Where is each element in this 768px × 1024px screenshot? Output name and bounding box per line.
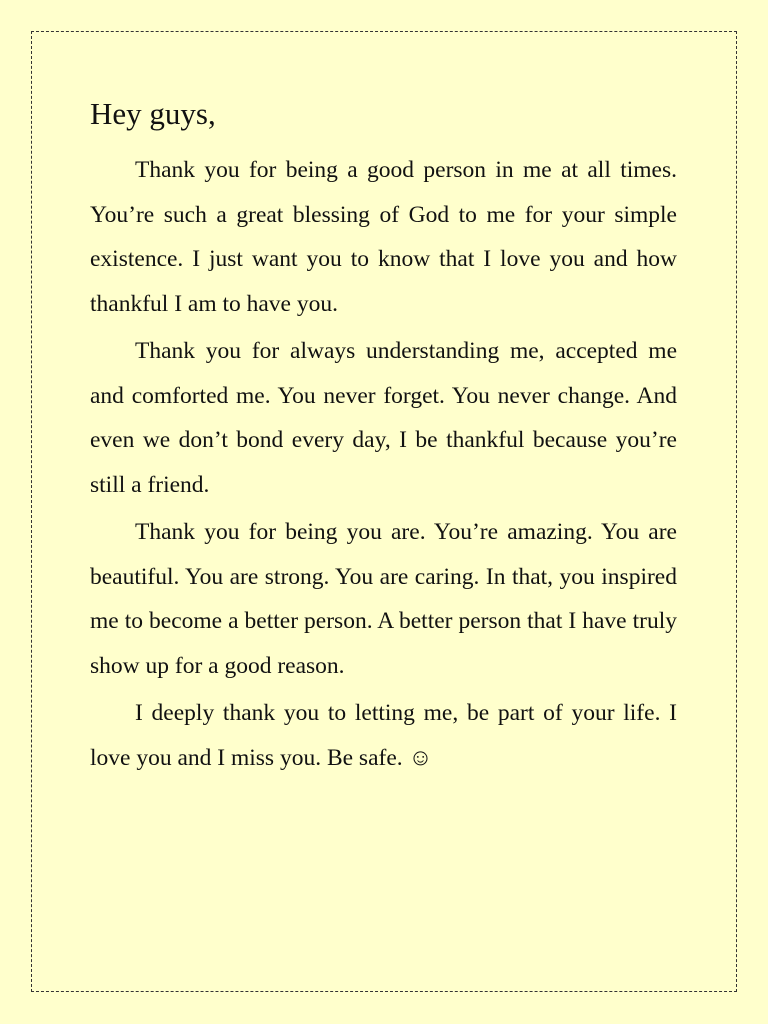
letter-body xyxy=(90,92,677,783)
letter-paragraph: Thank you for being a good person in me at all times. You’re such a great blessing of God to me for your simple existence. I just want you to know that I love you and how thankful I am to have you. xyxy=(90,157,677,317)
letter-paragraph: Thank you for always understanding me, accepted me and comforted me. You never forget. You never change. And even we don’t bond every day, I be thankful because you’re still a friend. xyxy=(90,338,677,498)
letter-paragraph: I deeply thank you to letting me, be part of your life. I love you and I miss you. Be safe. ☺ xyxy=(90,700,677,771)
letter-greeting: Hey guys, xyxy=(90,96,216,131)
letter-paragraph: Thank you for being you are. You’re amazing. You are beautiful. You are strong. You are caring. In that, you inspired me to become a better person. A better person that I have truly show up for a good reason. xyxy=(90,519,677,679)
